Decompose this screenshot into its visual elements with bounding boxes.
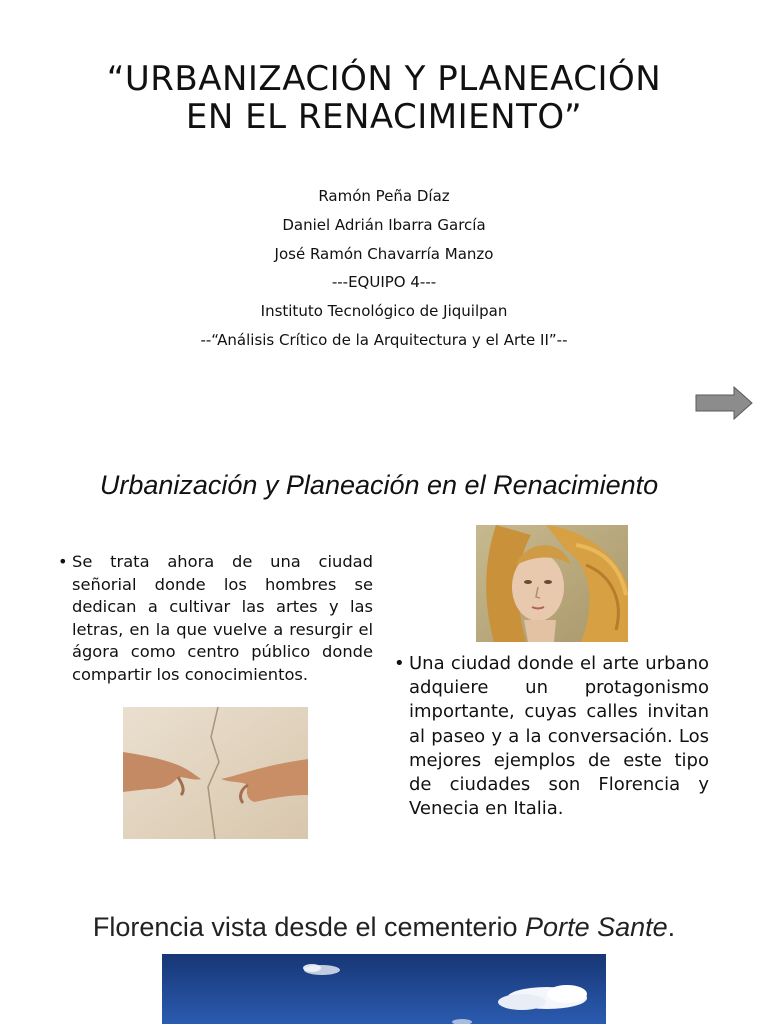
- right-arrow-icon[interactable]: [694, 386, 754, 420]
- bullet-text: Se trata ahora de una ciudad señorial donde los hombres se dedican a cultivar las artes y las letras, en la que vuelve a resurgir el ágora como centro público donde compartir los conocimientos.: [72, 552, 373, 684]
- bullet-item: [58, 551, 373, 687]
- title-line-2: EN EL RENACIMIENTO”: [185, 97, 583, 137]
- slide3-title-text: Florencia vista desde el cementerio: [92, 912, 526, 942]
- bullet-dot: •: [394, 653, 405, 674]
- slide3-title: [0, 912, 768, 943]
- author-line: Daniel Adrián Ibarra García: [282, 215, 486, 234]
- bullet-item: [394, 652, 709, 821]
- slide1-title: [0, 60, 768, 136]
- venus-painting-image: [476, 525, 628, 642]
- author-line: Ramón Peña Díaz: [318, 187, 450, 205]
- slide3-title-end: .: [667, 912, 676, 942]
- authors-block: [0, 182, 768, 355]
- institute-line: Instituto Tecnológico de Jiquilpan: [260, 302, 508, 321]
- course-line: --“Análisis Crítico de la Arquitectura y el Arte II”--: [200, 330, 568, 349]
- title-line-1: “URBANIZACIÓN Y PLANEACIÓN: [106, 59, 662, 99]
- slide3-title-italic: Porte Sante: [525, 912, 668, 942]
- bullet-dot: •: [58, 552, 68, 571]
- slide2-title: Urbanización y Planeación en el Renacimiento: [99, 470, 659, 500]
- team-line: ---EQUIPO 4---: [331, 273, 437, 292]
- bullet-text: Una ciudad donde el arte urbano adquiere un protagonismo importante, cuyas calles invitan al paseo y a la conversación. Los mejores ejemplos de este tipo de ciudades son Florencia y Venecia en Italia.: [409, 653, 709, 820]
- florence-view-image: [162, 954, 606, 1024]
- creation-of-adam-hands-image: [123, 707, 308, 839]
- author-line: José Ramón Chavarría Manzo: [274, 244, 494, 263]
